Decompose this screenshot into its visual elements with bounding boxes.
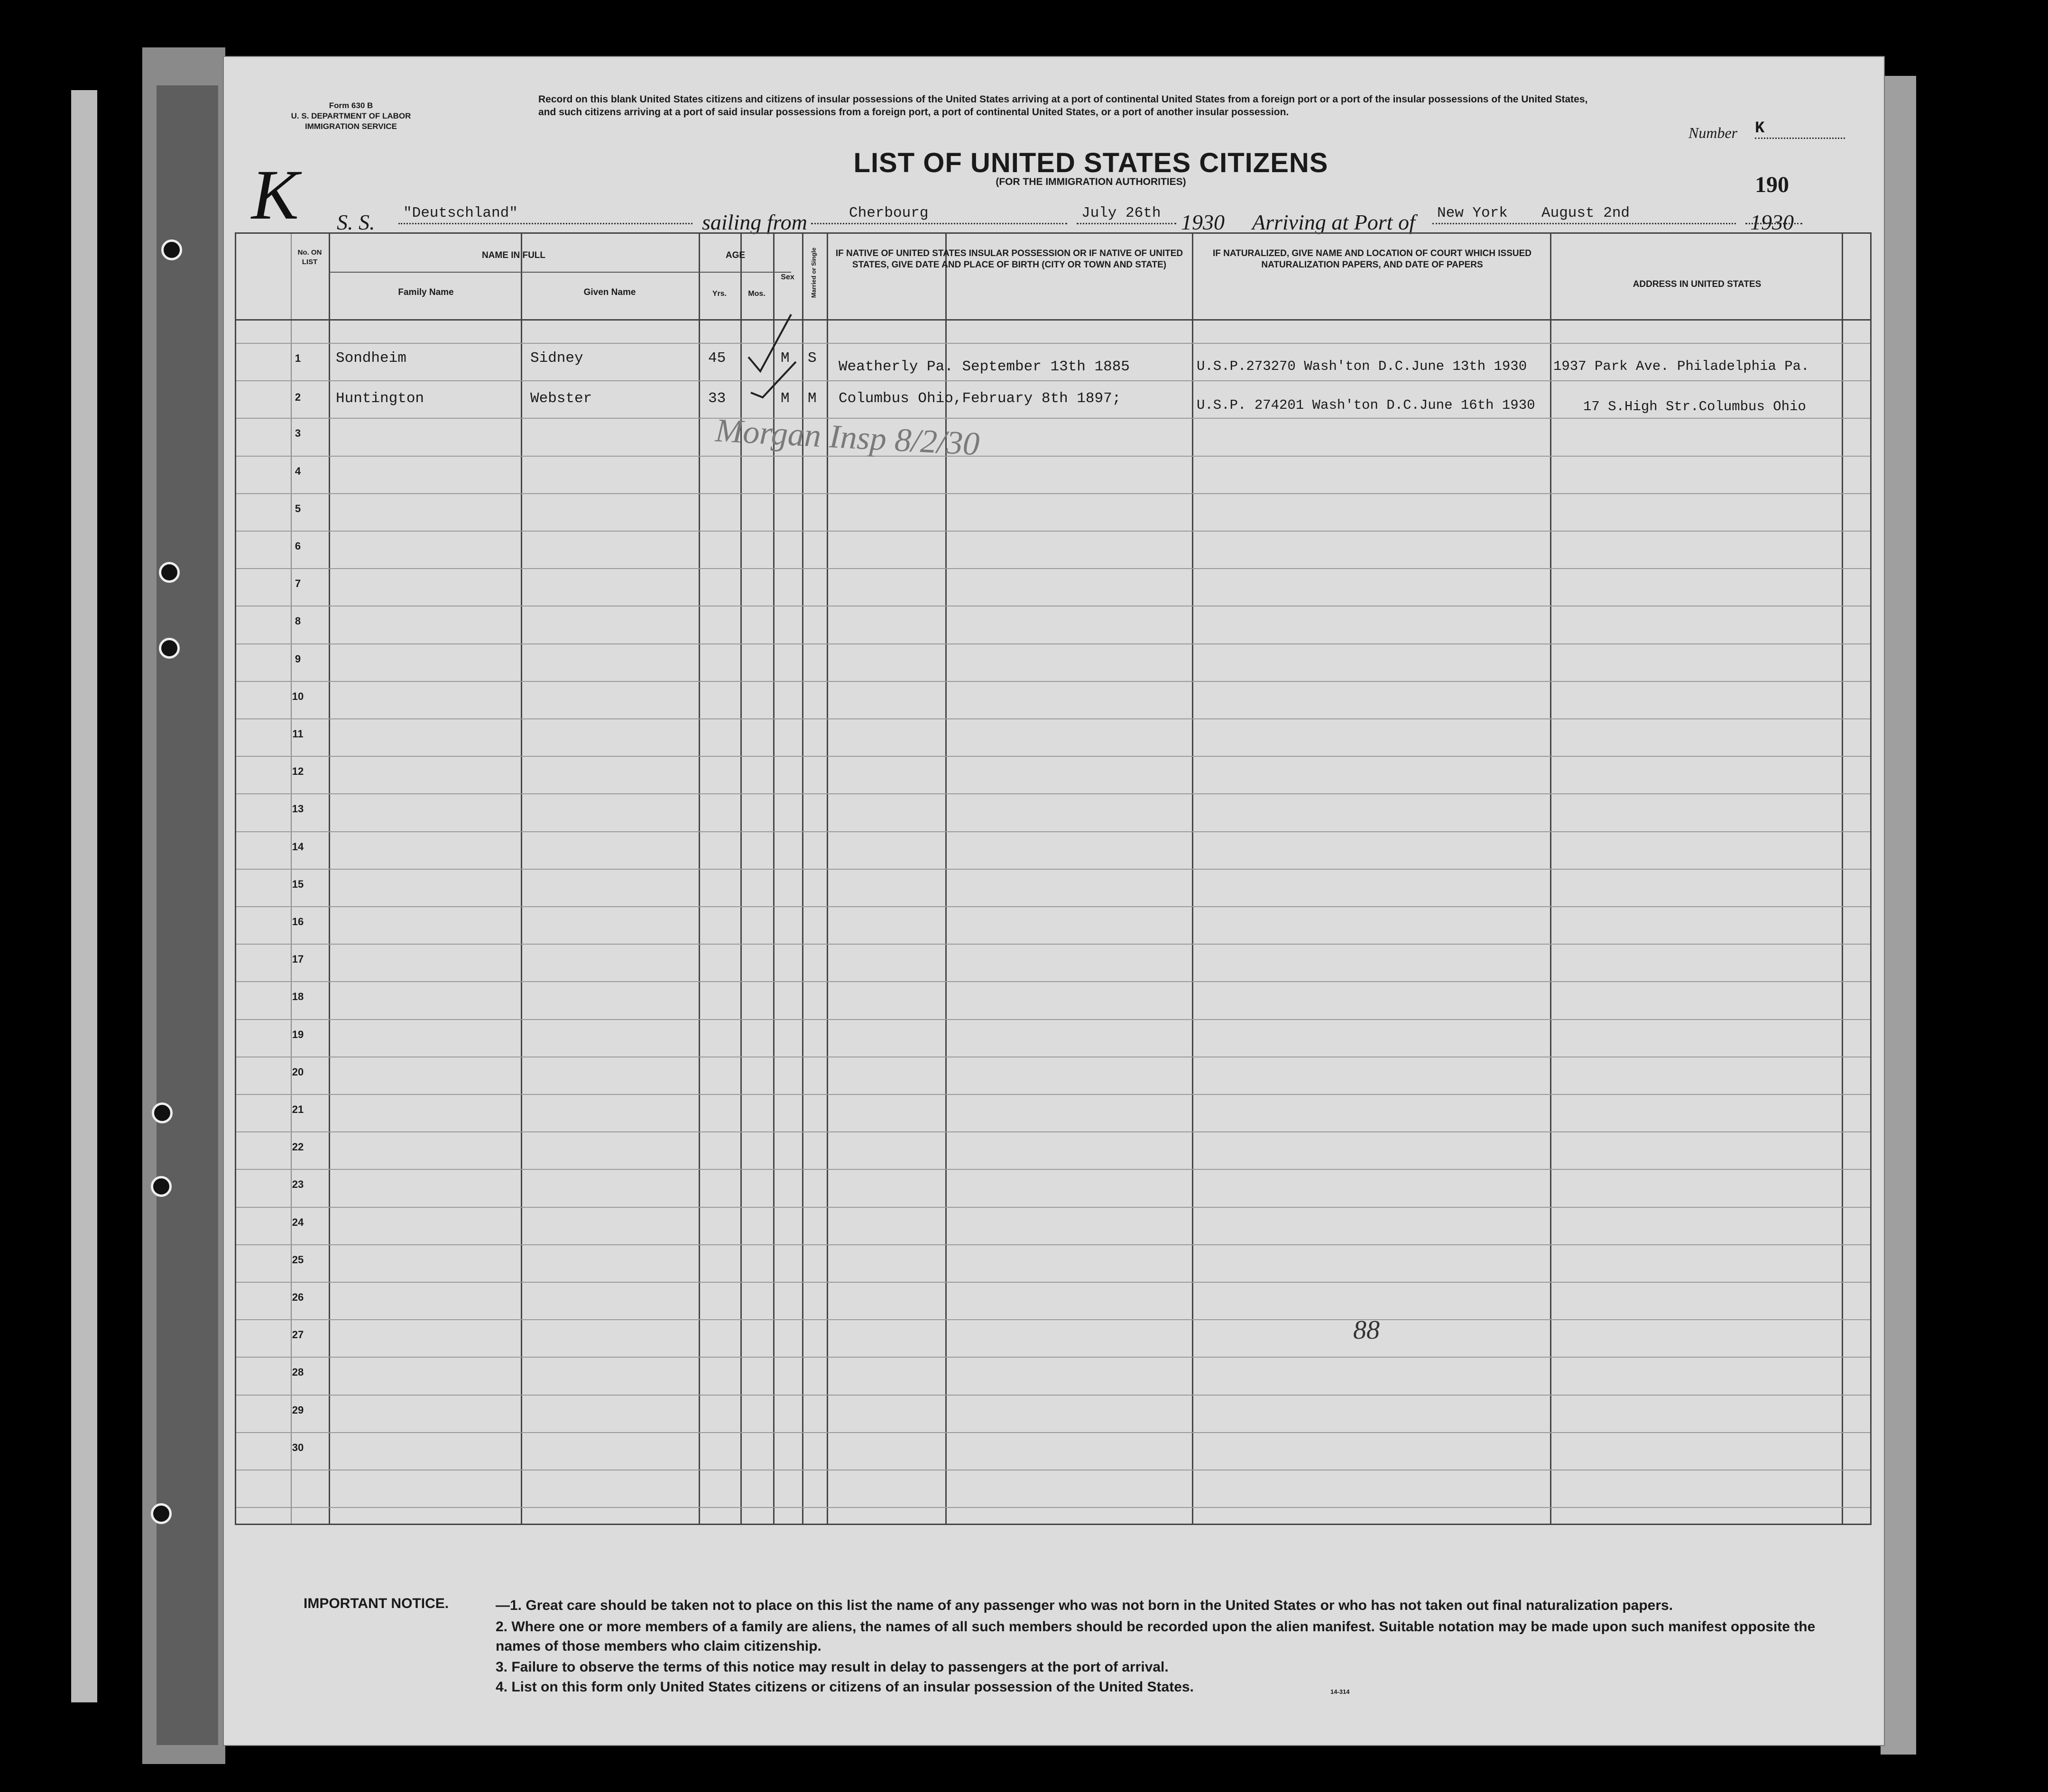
row-number: 20 <box>292 1066 304 1078</box>
row-rule <box>236 531 1870 532</box>
service-name: IMMIGRATION SERVICE <box>305 122 397 131</box>
date-from: July 26th <box>1081 205 1161 221</box>
col-married-header: Married or Single <box>810 247 817 298</box>
row-number: 8 <box>295 615 301 627</box>
birth-place: Columbus Ohio,February 8th 1897; <box>839 390 1121 407</box>
year-from: 1930 <box>1181 210 1225 234</box>
binder-hole <box>151 1176 172 1197</box>
row-number: 9 <box>295 652 301 665</box>
col-age-header: AGE <box>725 250 746 260</box>
row-number: 25 <box>292 1253 304 1266</box>
given-name: Sidney <box>530 350 583 367</box>
row-rule <box>236 681 1870 682</box>
row-number: 29 <box>292 1404 304 1416</box>
row-rule <box>236 643 1870 644</box>
row-rule <box>236 869 1870 870</box>
inspector-stamp: Morgan Insp 8/2/30 <box>714 412 981 463</box>
row-number: 21 <box>292 1103 304 1115</box>
col-address-header: ADDRESS IN UNITED STATES <box>1633 279 1762 289</box>
notice-label: IMPORTANT NOTICE. <box>304 1596 449 1611</box>
year-to: 1930 <box>1750 210 1794 234</box>
port-to: New York <box>1437 205 1508 221</box>
row-number: 7 <box>295 578 301 590</box>
left-page-edge <box>71 90 97 1702</box>
ship-name: "Deutschland" <box>403 205 518 221</box>
row-rule <box>236 1282 1870 1283</box>
port-from: Cherbourg <box>849 205 929 221</box>
row-rule <box>236 1094 1870 1095</box>
ship-underline <box>398 223 692 224</box>
row-number: 11 <box>292 728 304 740</box>
age-years: 33 <box>708 390 726 407</box>
col-family-header: Family Name <box>398 287 454 297</box>
given-name: Webster <box>530 390 592 407</box>
row-number: 17 <box>292 953 304 965</box>
header-divider <box>236 319 1870 321</box>
sheet-number: 190 <box>1755 172 1789 197</box>
sex: M <box>781 350 790 367</box>
row-rule <box>236 1507 1870 1508</box>
col-birth-header: IF NATIVE OF UNITED STATES INSULAR POSSESSION OR IF NATIVE OF UNITED STATES, GIVE DATE AND PLACE OF BIRTH (CITY OR TOWN AND STATE) <box>835 248 1183 270</box>
row-rule <box>236 456 1870 457</box>
address: 17 S.High Str.Columbus Ohio <box>1583 399 1806 414</box>
col-no-header: No. ON LIST <box>297 248 322 266</box>
row-rule <box>236 606 1870 607</box>
col-line <box>1192 234 1193 1524</box>
row-number: 10 <box>292 690 304 702</box>
binder-hole <box>159 638 180 659</box>
notice-item-3: 3. Failure to observe the terms of this notice may result in delay to passengers at the port of arrival. <box>496 1659 1169 1675</box>
sex: M <box>781 390 790 407</box>
binder-hole <box>152 1103 173 1123</box>
ship-label: S. S. <box>337 210 375 234</box>
row-rule <box>236 1244 1870 1245</box>
row-rule <box>236 1357 1870 1358</box>
check-marks <box>739 305 810 400</box>
form-code: 14-314 <box>1330 1688 1350 1695</box>
handwritten-k-mark: K <box>251 156 299 234</box>
row-rule <box>236 1319 1870 1320</box>
row-rule <box>236 981 1870 982</box>
naturalization: U.S.P. 274201 Wash'ton D.C.June 16th 1930 <box>1197 397 1535 413</box>
name-subheader-divider <box>329 272 791 273</box>
row-number: 12 <box>292 765 304 778</box>
binder-hole <box>159 562 180 583</box>
notice-item-2: 2. Where one or more members of a family are aliens, the names of all such members should be recorded upon the alien manifest. Suitable notation may be made upon such manifest opposite the names of those members who claim citizenship. <box>496 1619 1816 1654</box>
birth-place: Weatherly Pa. September 13th 1885 <box>839 358 1130 375</box>
form-header <box>266 101 436 132</box>
family-name: Sondheim <box>336 350 406 367</box>
row-number: 14 <box>292 840 304 853</box>
row-number: 23 <box>292 1178 304 1191</box>
row-rule <box>236 793 1870 794</box>
record-instructions: Record on this blank United States citizens and citizens of insular possessions of the United States arriving at a port of continental United States from a foreign port or a port of the insular possessions of the United States, and such citizens arriving at a port of said insular possessions from a foreign port, a port of continental United States, or a port of another insular possession. <box>538 94 1588 118</box>
row-number: 28 <box>292 1366 304 1378</box>
row-rule <box>236 493 1870 494</box>
row-number: 1 <box>295 352 301 364</box>
row-rule <box>236 1019 1870 1020</box>
binder-hole <box>161 239 182 260</box>
col-naturalized-header: IF NATURALIZED, GIVE NAME AND LOCATION OF COURT WHICH ISSUED NATURALIZATION PAPERS, AND DATE OF PAPERS <box>1212 248 1531 270</box>
address: 1937 Park Ave. Philadelphia Pa. <box>1553 358 1809 374</box>
binder-strip-inner <box>157 85 218 1745</box>
row-rule <box>236 1395 1870 1396</box>
row-rule <box>236 1131 1870 1132</box>
row-rule <box>236 568 1870 569</box>
row-number: 15 <box>292 878 304 890</box>
page-title: LIST OF UNITED STATES CITIZENS <box>853 147 1328 178</box>
row-number: 2 <box>295 391 301 403</box>
date-from-underline <box>1077 223 1176 224</box>
col-line <box>329 234 330 1524</box>
page-subtitle: (FOR THE IMMIGRATION AUTHORITIES) <box>996 176 1186 187</box>
notice-item-1: —1. Great care should be taken not to place on this list the name of any passenger who was not born in the United States or who has not taken out final naturalization papers. <box>496 1598 1673 1613</box>
row-number: 18 <box>292 991 304 1003</box>
row-number: 19 <box>292 1028 304 1040</box>
row-rule <box>236 1432 1870 1433</box>
row-rule <box>236 756 1870 757</box>
col-yrs-header: Yrs. <box>712 290 727 298</box>
row-number: 4 <box>295 465 301 477</box>
marital-status: M <box>808 390 817 407</box>
naturalization: U.S.P.273270 Wash'ton D.C.June 13th 1930 <box>1197 358 1527 374</box>
row-rule <box>236 380 1870 381</box>
age-years: 45 <box>708 350 726 367</box>
col-line <box>699 234 700 1524</box>
row-rule <box>236 1169 1870 1170</box>
row-number: 30 <box>292 1441 304 1453</box>
col-name-header: NAME IN FULL <box>481 250 546 260</box>
row-rule <box>236 343 1870 344</box>
family-name: Huntington <box>336 390 424 407</box>
sailing-label: sailing from <box>702 210 807 234</box>
marital-status: S <box>808 350 817 367</box>
port-to-underline <box>1432 223 1736 224</box>
row-rule <box>236 1207 1870 1208</box>
date-to: August 2nd <box>1541 205 1630 221</box>
row-rule <box>236 944 1870 945</box>
passenger-table <box>235 232 1872 1525</box>
notice-item-4: 4. List on this form only United States citizens or citizens of an insular possession of the United States. <box>496 1679 1194 1695</box>
col-mos-header: Mos. <box>748 290 766 298</box>
row-number: 16 <box>292 916 304 928</box>
number-label: Number <box>1688 124 1738 141</box>
col-given-header: Given Name <box>583 287 636 297</box>
row-number: 3 <box>295 427 301 440</box>
number-value: K <box>1755 119 1845 139</box>
col-line <box>1550 234 1551 1524</box>
row-number: 27 <box>292 1329 304 1341</box>
row-rule <box>236 718 1870 719</box>
row-rule <box>236 906 1870 907</box>
page-count: 88 <box>1353 1315 1380 1345</box>
col-line <box>1842 234 1843 1524</box>
row-number: 22 <box>292 1141 304 1153</box>
department-name: U. S. DEPARTMENT OF LABOR <box>291 111 411 120</box>
form-number: Form 630 B <box>329 101 373 110</box>
col-line <box>521 234 522 1524</box>
row-number: 6 <box>295 540 301 552</box>
row-number: 26 <box>292 1291 304 1303</box>
row-number: 13 <box>292 803 304 815</box>
row-rule <box>236 418 1870 419</box>
right-page-edge <box>1881 76 1916 1755</box>
row-number: 24 <box>292 1216 304 1228</box>
col-sex-header: Sex <box>781 273 794 281</box>
arriving-label: Arriving at Port of <box>1252 210 1415 234</box>
row-rule <box>236 831 1870 832</box>
binder-hole <box>151 1503 172 1524</box>
year-to-underline <box>1745 223 1802 224</box>
row-number: 5 <box>295 502 301 515</box>
port-from-underline <box>811 223 1067 224</box>
